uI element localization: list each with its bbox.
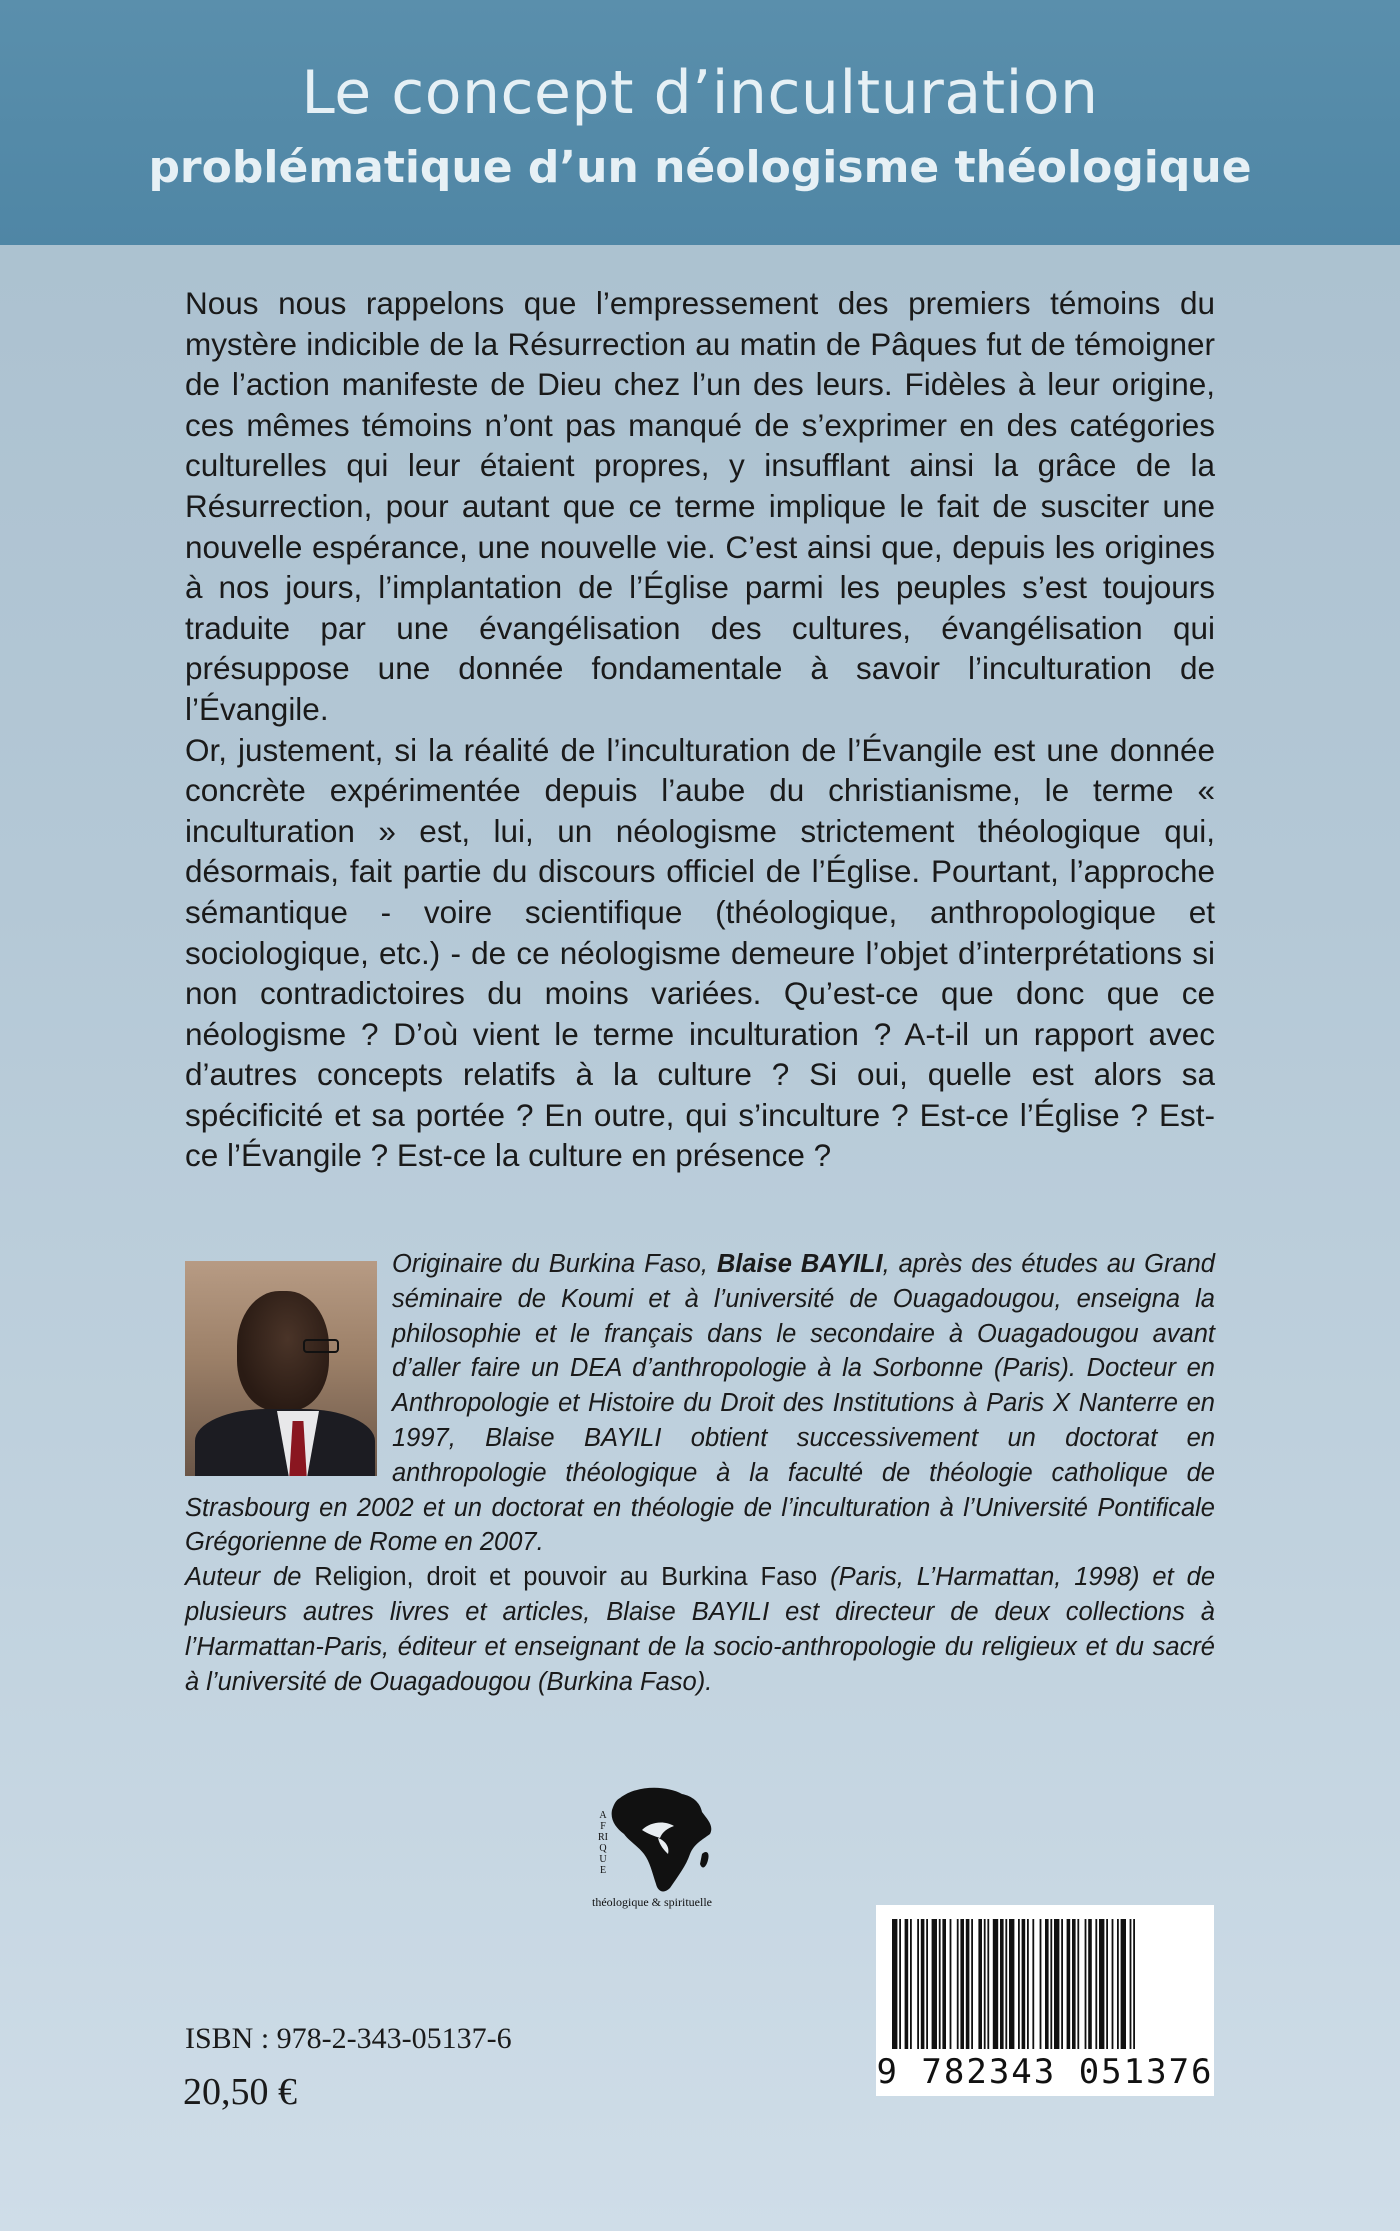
barcode-bar [921, 1919, 925, 2049]
barcode-bar [966, 1919, 970, 2049]
barcode-bar [950, 1919, 952, 2049]
barcode-bar [1022, 1919, 1026, 2049]
barcode-bars [890, 1919, 1200, 2049]
barcode [876, 1905, 1214, 2096]
barcode-bar [1061, 1919, 1063, 2049]
barcode-bar [1032, 1919, 1034, 2049]
barcode-bar [1088, 1919, 1092, 2049]
barcode-bar [892, 1919, 897, 2049]
barcode-bar [1112, 1919, 1114, 2049]
barcode-bar [1133, 1919, 1135, 2049]
logo-caption: théologique & spirituelle [592, 1895, 712, 1909]
barcode-bar [1054, 1919, 1059, 2049]
barcode-bar [910, 1919, 912, 2049]
barcode-bar [971, 1919, 973, 2049]
book-title: Le concept d’inculturation [301, 58, 1099, 128]
barcode-bar [1106, 1919, 1108, 2049]
barcode-bar [978, 1919, 982, 2049]
barcode-bar [1077, 1919, 1079, 2049]
barcode-bar [1099, 1919, 1104, 2049]
barcode-bar [917, 1919, 919, 2049]
barcode-bar [1027, 1919, 1029, 2049]
barcode-bar [987, 1919, 989, 2049]
bio-text-1: , après des études au Grand séminaire de Koumi et à l’université de Ouagadougou, enseigna la philosophie et le français dans le secondaire à Ouagadougou avant d’aller faire un DEA d’anthropologie à la Sorbonne (Paris). Docteur en Anthropologie et Histoire du Droit des Institutions à Paris X Nanterre en 1997, Blaise BAYILI obtient successivement un doctorat en anthropologie théologique à la faculté de théologie catholique de Strasbourg en 2002 et un doctorat en théologie de l’inculturation à l’Université Pontificale Grégorienne de Rome en 2007. [185, 1250, 1215, 1557]
author-bio [185, 1247, 1215, 1699]
barcode-bar [1085, 1919, 1087, 2049]
isbn: ISBN : 978-2-343-05137-6 [185, 2022, 512, 2055]
barcode-bar [984, 1919, 986, 2049]
logo-vertical-text: AFRIQUE [598, 1810, 608, 1876]
barcode-bar [1005, 1919, 1007, 2049]
barcode-bar [939, 1919, 941, 2049]
barcode-bar [960, 1919, 964, 2049]
author-name: Blaise BAYILI [716, 1250, 883, 1278]
barcode-bar [1072, 1919, 1076, 2049]
header-band [0, 0, 1400, 245]
barcode-bar [1045, 1919, 1049, 2049]
barcode-bar [1130, 1919, 1132, 2049]
bio-book-title: Religion, droit et pouvoir au Burkina Faso [314, 1563, 818, 1592]
bio-text-2-start: Auteur de [185, 1563, 315, 1592]
price: 20,50 € [183, 2071, 297, 2113]
bio-text-2-end: (Paris, L’Harmattan, 1998) et de plusieurs autres livres et articles, Blaise BAYILI est directeur de deux collections à l’Harmattan-Paris, éditeur et enseignant de la socio-anthropologie du religieux et du sacré à l’université de Ouagadougou (Burkina Faso). [185, 1563, 1215, 1696]
barcode-bar [1121, 1919, 1126, 2049]
barcode-bar [1050, 1919, 1052, 2049]
barcode-bar [993, 1919, 998, 2049]
barcode-digits: 9 782343 051376 [876, 2052, 1214, 2092]
barcode-bar [1018, 1919, 1020, 2049]
bio-intro: Originaire du Burkina Faso, [392, 1250, 717, 1278]
blurb-paragraph-1: Nous nous rappelons que l’empressement des premiers témoins du mystère indicible de la Résurrection au matin de Pâques fut de témoigner de l’action manifeste de Dieu chez l’un des leurs. Fidèles à leur origine, ces mêmes témoins n’ont pas manqué de s’exprimer en des catégories culturelles qui leur étaient propres, y insufflant ainsi la grâce de la Résurrection, pour autant que ce terme implique le fait de susciter une nouvelle espérance, une nouvelle vie. C’est ainsi que, depuis les origines à nos jours, l’implantation de l’Église parmi les peuples s’est toujours traduite par une évangélisation des cultures, évangélisation qui présuppose une donnée fondamentale à savoir l’inculturation de l’Évangile. [185, 285, 1215, 727]
barcode-bar [957, 1919, 959, 2049]
book-subtitle: problématique d’un néologisme théologique [148, 142, 1252, 193]
barcode-bar [1117, 1919, 1119, 2049]
back-cover-blurb [185, 283, 1215, 1176]
blurb-paragraph-2: Or, justement, si la réalité de l’inculturation de l’Évangile est une donnée concrète expérimentée depuis l’aube du christianisme, le terme « inculturation » est, lui, un néologisme strictement théologique qui, désormais, fait partie du discours officiel de l’Église. Pourtant, l’approche sémantique - voire scientifique (théologique, anthropologique et sociologique, etc.) - de ce néologisme demeure l’objet d’interprétations si non contradictoires du moins variées. Qu’est-ce que donc que ce néologisme ? D’où vient le terme inculturation ? A-t-il un rapport avec d’autres concepts relatifs à la culture ? Si oui, quelle est alors sa spécificité et sa portée ? En outre, qui s’inculture ? Est-ce l’Église ? Est-ce l’Évangile ? Est-ce la culture en présence ? [185, 731, 1215, 1174]
barcode-bar [1067, 1919, 1071, 2049]
africa-dove-icon [590, 1780, 730, 1900]
barcode-bar [926, 1919, 928, 2049]
barcode-bar [905, 1919, 909, 2049]
barcode-bar [1009, 1919, 1014, 2049]
barcode-bar [942, 1919, 946, 2049]
barcode-bar [932, 1919, 937, 2049]
barcode-bar [1095, 1919, 1097, 2049]
photo-spacer [185, 1247, 392, 1487]
barcode-bar [1040, 1919, 1042, 2049]
barcode-bar [899, 1919, 901, 2049]
barcode-bar [1000, 1919, 1004, 2049]
